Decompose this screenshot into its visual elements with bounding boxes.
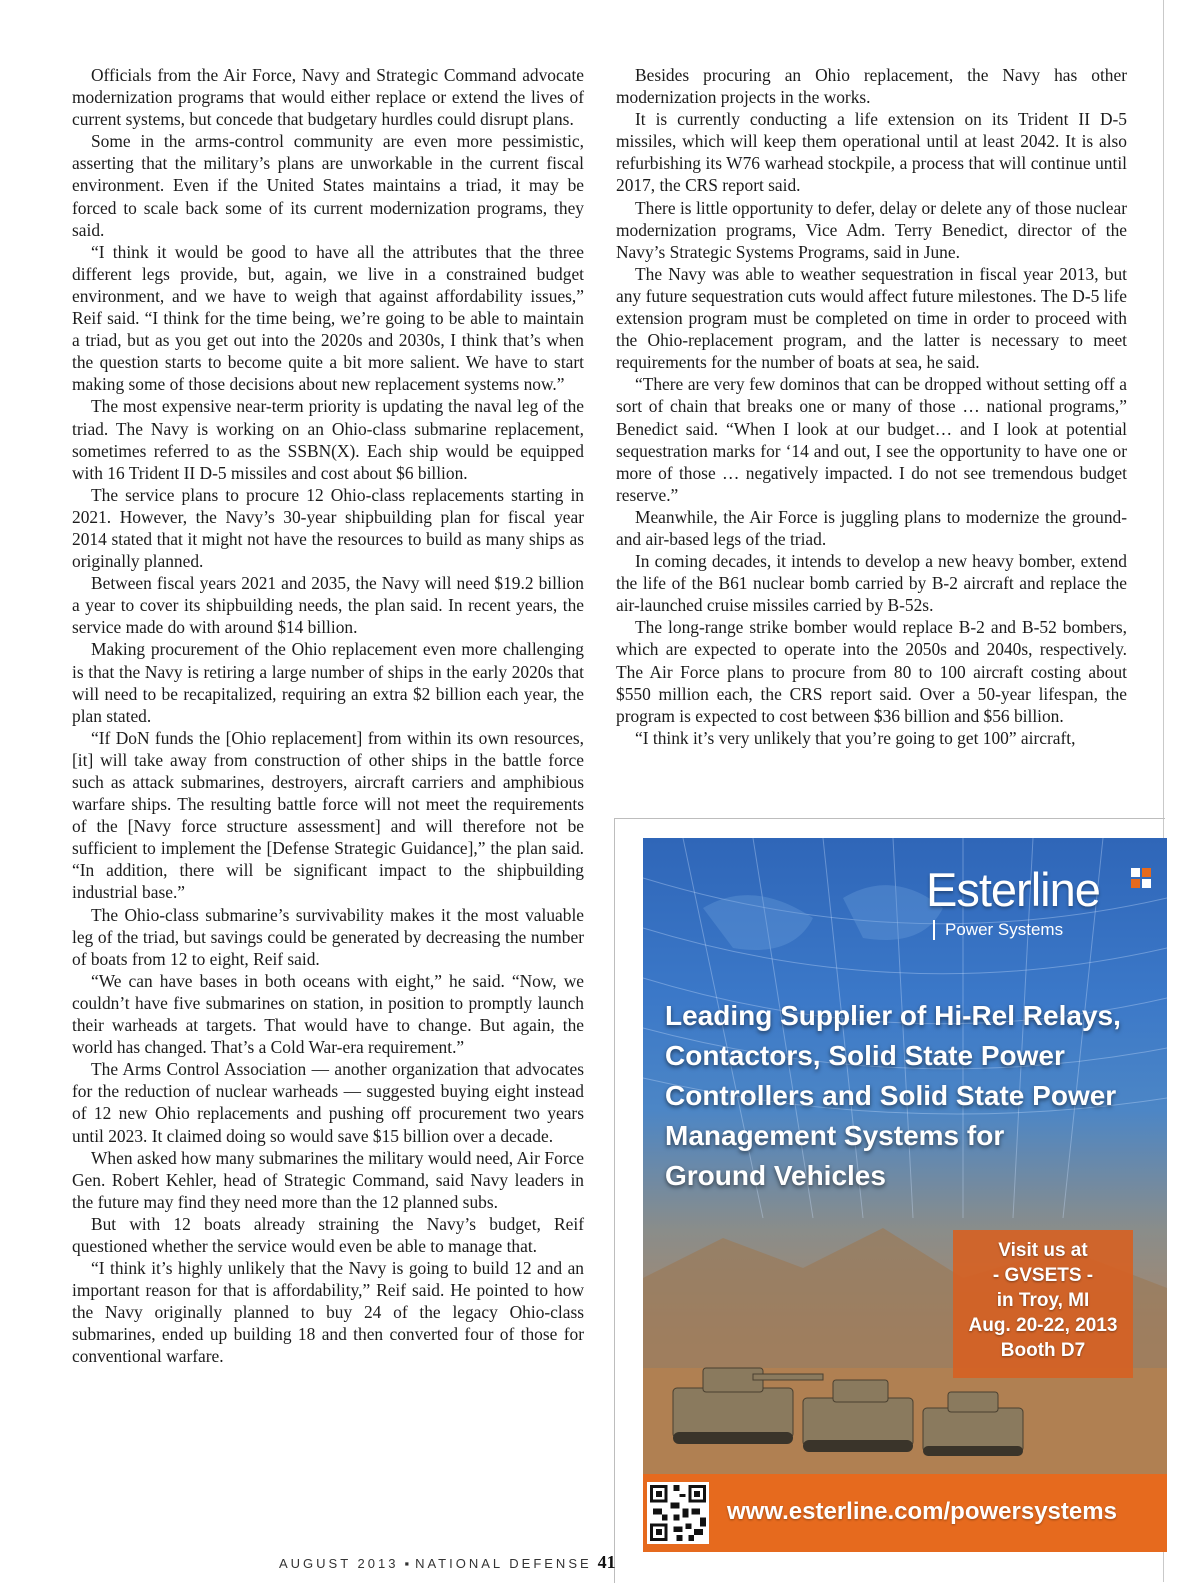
ad-division-name: Power Systems — [933, 920, 1063, 940]
article-paragraph: “I think it’s highly unlikely that the Navy is going to build 12 and an important reason for that is affordability,” Reif said. He pointed to how the Navy originally planned to buy 24 of the legacy Ohio-class submarines, ended up building 18 and then converted four of those for conventional warfare. — [72, 1258, 584, 1367]
article-column-right — [616, 64, 1127, 749]
ad-website-link[interactable]: www.esterline.com/powersystems — [727, 1498, 1117, 1525]
article-paragraph: Some in the arms-control community are even more pessimistic, asserting that the military’s plans are unworkable in the current fiscal environment. Even if the United States maintains a triad, it may be forced to scale back some of its current modernization programs, they said. — [72, 131, 584, 240]
article-paragraph: In coming decades, it intends to develop a new heavy bomber, extend the life of the B61 nuclear bomb carried by B-2 aircraft and replace the air-launched cruise missiles carried by B-52s. — [616, 551, 1127, 616]
article-paragraph: But with 12 boats already straining the Navy’s budget, Reif questioned whether the service would even be able to manage that. — [72, 1213, 584, 1256]
page-number: 41 — [597, 1552, 616, 1572]
ad-callout-line: Booth D7 — [1000, 1340, 1086, 1361]
article-paragraph: The Ohio-class submarine’s survivability makes it the most valuable leg of the triad, but savings could be generated by decreasing the number of boats from 12 to eight, Reif said. — [72, 904, 584, 969]
ad-callout-line: Visit us at — [998, 1240, 1088, 1261]
article-paragraph: The Navy was able to weather sequestration in fiscal year 2013, but any future sequestration cuts would affect future milestones. The D-5 life extension program must be completed on time in order to proceed with the Ohio-replacement program, and the latter is necessary to meet requirements for the number of boats at sea, he said. — [616, 263, 1127, 373]
qr-code-icon[interactable] — [647, 1482, 709, 1544]
article-column-left — [72, 64, 584, 1368]
ad-headline-line: Controllers and Solid State Power — [665, 1080, 1117, 1111]
folio-issue-date: AUGUST 2013 — [279, 1556, 399, 1571]
ad-headline-line: Ground Vehicles — [665, 1160, 886, 1191]
ad-event-callout — [953, 1230, 1133, 1378]
esterline-advertisement[interactable] — [643, 838, 1167, 1552]
article-paragraph: The most expensive near-term priority is updating the naval leg of the triad. The Navy is working on an Ohio-class submarine replacement, sometimes referred to as the SSBN(X). Each ship would be equipped with 16 Trident II D-5 missiles and cost about $6 billion. — [72, 396, 584, 483]
folio-publication: NATIONAL DEFENSE — [415, 1556, 592, 1571]
article-paragraph: The long-range strike bomber would replace B-2 and B-52 bombers, which are expected to operate into the 2050s and 2040s, respectively. The Air Force plans to procure from 80 to 100 aircraft costing about $550 million each, the CRS report said. Over a 50-year lifespan, the program is expected to cost between $36 billion and $56 billion. — [616, 617, 1127, 726]
article-paragraph: “We can have bases in both oceans with eight,” he said. “Now, we couldn’t have five submarines on station, in position to promptly launch their warheads at targets. That would have to change. But again, the world has changed. That’s a Cold War-era requirement.” — [72, 970, 584, 1058]
ad-headline-line: Management Systems for — [665, 1120, 1005, 1151]
article-paragraph: Officials from the Air Force, Navy and Strategic Command advocate modernization programs that would either replace or extend the lives of current systems, but concede that budgetary hurdles could disrupt plans. — [72, 65, 584, 130]
article-paragraph: When asked how many submarines the military would need, Air Force Gen. Robert Kehler, head of Strategic Command, said Navy leaders in the future may find they need more than the 12 planned subs. — [72, 1147, 584, 1212]
article-paragraph: Making procurement of the Ohio replacement even more challenging is that the Navy is retiring a large number of ships in the early 2020s that will need to be recapitalized, requiring an extra $2 billion each year, the plan stated. — [72, 639, 584, 726]
esterline-logo-icon — [1129, 866, 1153, 890]
article-paragraph: Besides procuring an Ohio replacement, the Navy has other modernization projects in the works. — [616, 65, 1127, 108]
article-paragraph: The service plans to procure 12 Ohio-class replacements starting in 2021. However, the Navy’s 30-year shipbuilding plan for fiscal year 2014 stated that it might not have the resources to build as many ships as originally planned. — [72, 484, 584, 572]
article-paragraph: “If DoN funds the [Ohio replacement] from within its own resources, [it] will take away from construction of other ships in the battle force such as attack submarines, destroyers, aircraft carriers and amphibious warfare ships. The resulting battle force will not meet the requirements of the [Navy force structure assessment] and will therefore not be sufficient to implement the [Defense Strategic Guidance],” the plan said. “In addition, there will be significant impact to the shipbuilding industrial base.” — [72, 727, 584, 903]
ad-callout-line: Aug. 20-22, 2013 — [968, 1315, 1118, 1336]
ad-headline-line: Leading Supplier of Hi-Rel Relays, — [665, 1000, 1121, 1031]
folio-separator: ▪ — [404, 1556, 410, 1571]
page-folio — [279, 1552, 616, 1573]
article-paragraph: It is currently conducting a life extension on its Trident II D-5 missiles, which will keep them operational until at least 2042. It is also refurbishing its W76 warhead stockpile, a process that will continue until 2017, the CRS report said. — [616, 109, 1127, 196]
ad-callout-line: - GVSETS - — [992, 1265, 1094, 1286]
ad-brand-name: Esterline — [926, 863, 1100, 916]
article-paragraph: The Arms Control Association — another organization that advocates for the reduction of nuclear warheads — suggested buying eight instead of 12 new Ohio replacements and pushing off procurement two years until 2023. It claimed doing so would save $15 billion over a decade. — [72, 1059, 584, 1146]
ad-headline — [665, 996, 1145, 1196]
article-paragraph: There is little opportunity to defer, delay or delete any of those nuclear modernization programs, Vice Adm. Terry Benedict, director of the Navy’s Strategic Systems Programs, said in June. — [616, 197, 1127, 262]
article-paragraph: Meanwhile, the Air Force is juggling plans to modernize the ground- and air-based legs of the triad. — [616, 506, 1127, 549]
ad-callout-line: in Troy, MI — [996, 1290, 1090, 1311]
ad-footer-bar — [643, 1474, 1167, 1552]
article-paragraph: “I think it’s very unlikely that you’re going to get 100” aircraft, — [635, 727, 1076, 748]
article-paragraph: “There are very few dominos that can be dropped without setting off a sort of chain that breaks one or many of those … national programs,” Benedict said. “When I look at our budget… and I look at potential sequestration marks for ‘14 and out, I see the opportunity to have one or more of those … negatively impacted. I do not see tremendous budget reserve.” — [616, 374, 1127, 505]
article-paragraph: “I think it would be good to have all the attributes that the three different legs provide, but, again, we live in a constrained budget environment, and we have to weigh that against affordability issues,” Reif said. “I think for the time being, we’re going to be able to maintain a triad, but as you get out into the 2020s and 2030s, I think that’s when the question starts to become quite a bit more salient. We have to start making some of those decisions about new replacement systems now.” — [72, 241, 584, 395]
ad-headline-line: Contactors, Solid State Power — [665, 1040, 1065, 1071]
article-paragraph: Between fiscal years 2021 and 2035, the Navy will need $19.2 billion a year to cover its shipbuilding needs, the plan said. In recent years, the service made do with around $14 billion. — [72, 573, 584, 638]
